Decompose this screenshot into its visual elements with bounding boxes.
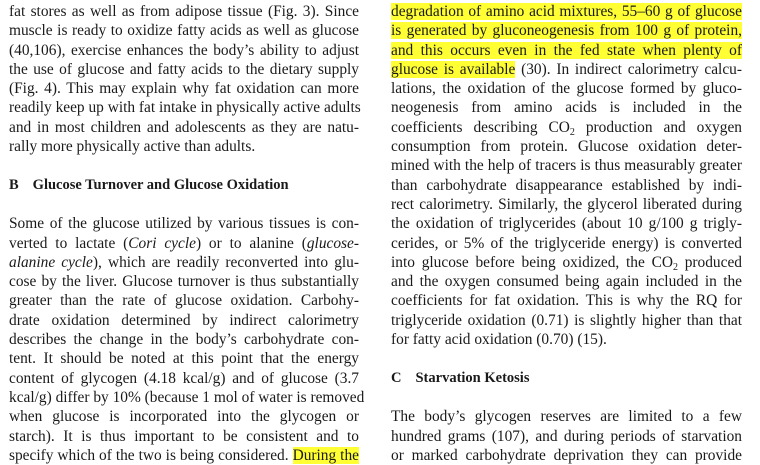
paragraph-glucose-turnover [9,214,365,465]
text-line: the oxidation of triglycerides (about 10 g/100 g trigly- [391,215,742,233]
spacer [9,156,359,175]
left-column [9,2,365,465]
text-line: when glucose is incorporated into the glycogen or [9,408,359,426]
text-line: or marked carbohydrate deprivation they can provide [391,446,742,464]
text-line: kcal/g) differ by 10% (because 1 mol of water is removed [9,388,365,406]
paragraph-fat-oxidation [9,2,359,156]
text-line: for fatty acid oxidation (0.70) (15). [391,331,607,349]
text-line: describes the change in the body’s carbohydrate con- [9,331,359,349]
italic-term: glucose- [306,234,359,252]
text-line: consumption from protein. Glucose oxidation deter- [391,138,742,156]
text-line: triglyceride oxidation (0.71) is slightly higher than that [391,311,742,329]
text-line: readily keep up with fat intake in physically active adults [9,99,361,117]
text-line: cerides, or 5% of the triglyceride energy) is converted [391,234,742,252]
text-line: specify which of the two is being considered. During the [9,446,359,464]
highlighted-text: and this occurs even in the fed state when plenty of [391,41,742,59]
italic-term: Cori cycle [128,234,196,252]
text-line: and the oxygen consumed being again included in the [391,273,742,291]
paragraph-gluconeogenesis [391,2,742,349]
section-heading-b [9,176,359,195]
spacer [391,388,742,407]
text-line: cose by the liver. Glucose turnover is thus substantially [9,273,359,291]
text-line: (Fig. 4). This may explain why fat oxidation can more [9,80,359,98]
text-line: fat stores as well as from adipose tissue (Fig. 3). Since [9,3,359,20]
paragraph-starvation [391,407,742,465]
text-line: coefficients for fat oxidation. This is why the RQ for [391,292,742,310]
text-line [391,21,742,40]
text-line: mined with the help of tracers is thus measurably greater [391,157,742,175]
text-line: muscle is ready to oxidize fatty acids as well as glucose [9,22,359,40]
text-line: verted to lactate (Cori cycle) or to alanine (glucose- [9,234,359,252]
text-line: coefficients describing $CO_2$ production and oxygen [391,118,742,138]
highlighted-text: glucose is available [391,60,516,78]
text-line: rally more physically active than adults. [9,138,256,156]
text-line: glucose is available (30). In indirect calorimetry calcu- [391,60,742,78]
italic-term: alanine cycle [9,253,93,271]
highlighted-text: degradation of amino acid mixtures, 55–60 g of glucose [391,3,742,20]
text-line [391,2,742,21]
text-line: drate oxidation determined by indirect calorimetry [9,311,359,329]
text-line: rect calorimetry. Similarly, the glycerol liberated during [391,195,742,213]
section-title: Glucose Turnover and Glucose Oxidation [32,176,289,193]
spacer [9,195,359,214]
text-line: and in most children and adolescents as they are natu- [9,118,359,136]
section-letter: B [9,176,19,193]
right-column [391,2,742,465]
text-line: hundred grams (107), and during periods of starvation [391,427,742,445]
text-line: into glucose before being oxidized, the $CO_2$ produced [391,253,742,273]
text-line: neogenesis from amino acids is included in the [391,99,742,117]
highlighted-text: During the [292,446,359,464]
text-line: greater than the rate of glucose oxidation. Carbohy- [9,292,359,310]
text-line: The body’s glycogen reserves are limited to a few [391,408,742,426]
text-line: Some of the glucose utilized by various tissues is con- [9,215,359,233]
highlighted-text: is generated by gluconeogenesis from 100 g of protein, [391,22,742,40]
section-letter: C [391,369,402,386]
text-line: the use of glucose and fatty acids to the dietary supply [9,60,359,78]
text-line: than carbohydrate disappearance established by indi- [391,176,742,194]
spacer [391,349,742,368]
text-line: tent. It should be noted at this point that the energy [9,350,359,368]
text-line: (40,106), exercise enhances the body’s ability to adjust [9,41,359,59]
text-line: alanine cycle), which are readily reconverted into glu- [9,253,359,271]
text-line: lations, the oxidation of the glucose formed by gluco- [391,80,742,98]
section-title: Starvation Ketosis [415,369,530,386]
text-line: content of glycogen (4.18 kcal/g) and of glucose (3.7 [9,369,359,387]
section-heading-c [391,369,742,388]
text-line: starch). It is thus important to be consistent and to [9,427,359,445]
text-line [391,41,742,60]
